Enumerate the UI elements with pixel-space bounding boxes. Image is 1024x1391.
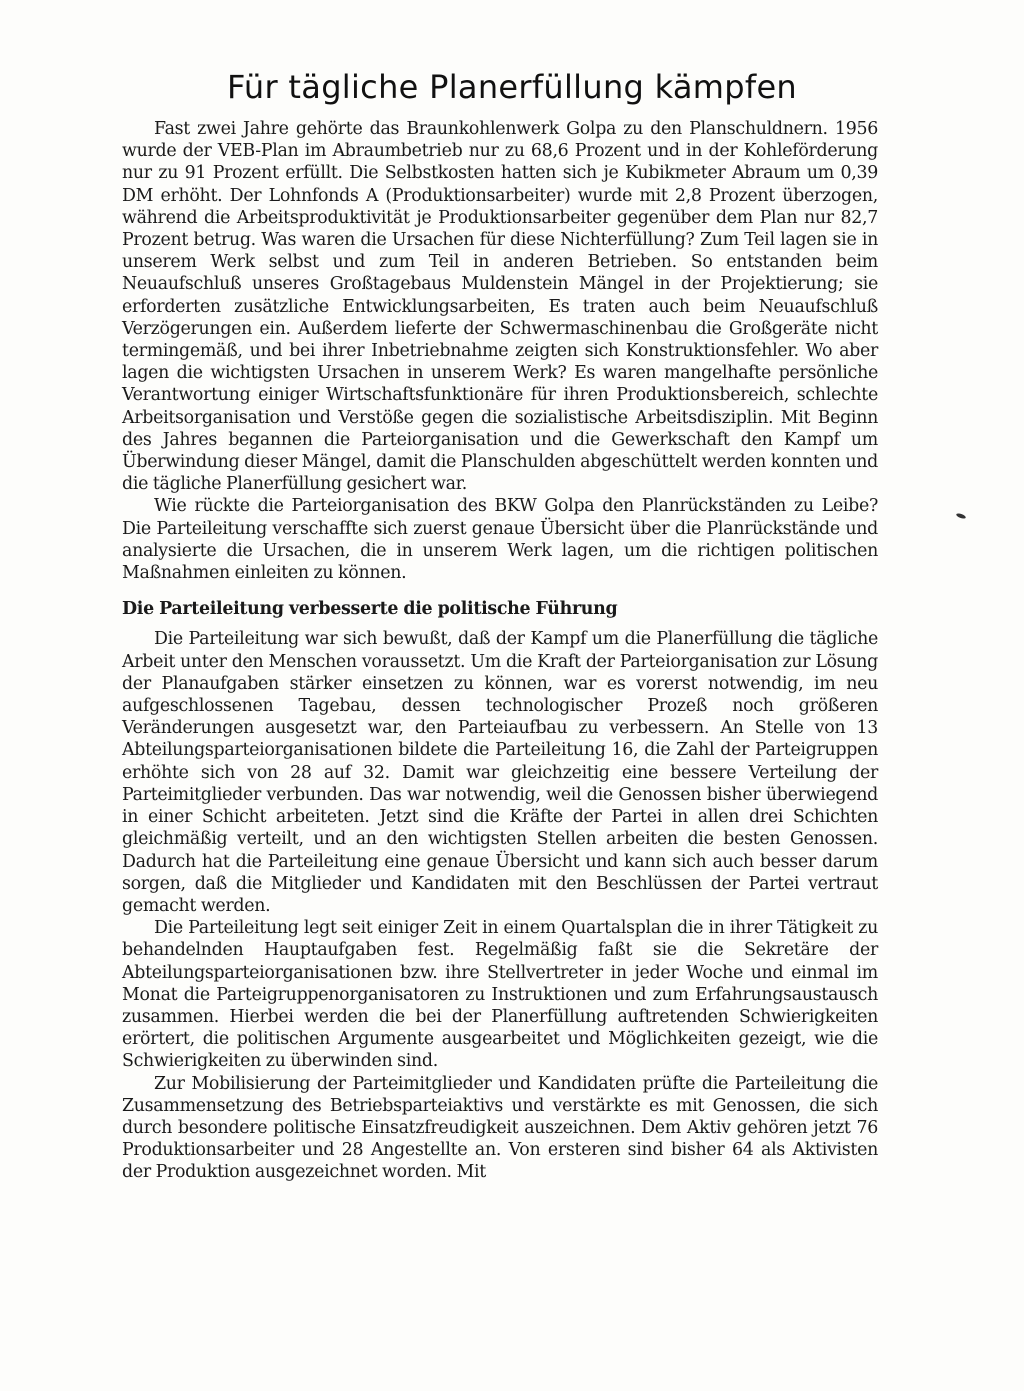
- paragraph: Die Parteileitung legt seit einiger Zeit in einem Quartalsplan die in ihrer Tätigkeit zu behandelnden Hauptaufgaben fest. Regelmäßig faßt sie die Sekretäre der Abteilungsparteiorganisationen bzw. ihre Stellvertreter in jeder Woche und einmal im Monat die Parteigruppenorganisatoren zu Instruktionen und zum Erfahrungsaustausch zusammen. Hierbei werden die bei der Planerfüllung auftretenden Schwierigkeiten erörtert, die politischen Argumente ausgearbeitet und Möglichkeiten gezeigt, wie die Schwierigkeiten zu überwinden sind.: [122, 918, 878, 1072]
- section-heading: Die Parteileitung verbesserte die politische Führung: [122, 599, 618, 620]
- ink-speck: [956, 512, 967, 519]
- paragraph: Die Parteileitung war sich bewußt, daß der Kampf um die Planerfüllung die tägliche Arbeit unter den Menschen voraussetzt. Um die Kraft der Parteiorganisation zur Lösung der Planaufgaben stärker einsetzen zu können, war es vorerst notwendig, im neu aufgeschlossenen Tagebau, dessen technologischer Prozeß noch größeren Veränderungen ausgesetzt war, den Parteiaufbau zu verbessern. An Stelle von 13 Abteilungsparteiorganisationen bildete die Parteileitung 16, die Zahl der Parteigruppen erhöhte sich von 28 auf 32. Damit war gleichzeitig eine bessere Verteilung der Parteimitglieder verbunden. Das war notwendig, weil die Genossen bisher überwiegend in einer Schicht arbeiteten. Jetzt sind die Kräfte der Partei in allen drei Schichten gleichmäßig verteilt, und an den wichtigsten Stellen arbeiten die besten Genossen. Dadurch hat die Parteileitung eine genaue Übersicht und kann sich auch besser darum sorgen, daß die Mitglieder und Kandidaten mit den Beschlüssen der Partei vertraut gemacht werden.: [122, 629, 878, 916]
- paragraph: Fast zwei Jahre gehörte das Braunkohlenwerk Golpa zu den Planschuldnern. 1956 wurde der VEB-Plan im Abraumbetrieb nur zu 68,6 Prozent und in der Kohleförderung nur zu 91 Prozent erfüllt. Die Selbstkosten hatten sich je Kubikmeter Abraum um 0,39 DM erhöht. Der Lohnfonds A (Produktionsarbeiter) wurde mit 2,8 Prozent überzogen, während die Arbeitsproduktivität je Produktionsarbeiter gegenüber dem Plan nur 82,7 Prozent betrug. Was waren die Ursachen für diese Nichterfüllung? Zum Teil lagen sie in unserem Werk selbst und zum Teil in anderen Betrieben. So entstanden beim Neuaufschluß unseres Großtagebaus Muldenstein Mängel in der Projektierung; sie erforderten zusätzliche Entwicklungsarbeiten, Es traten auch beim Neuaufschluß Verzögerungen ein. Außerdem lieferte der Schwermaschinenbau die Großgeräte nicht termingemäß, und bei ihrer Inbetriebnahme zeigten sich Konstruktionsfehler. Wo aber lagen die wichtigsten Ursachen in unserem Werk? Es waren mangelhafte persönliche Verantwortung einiger Wirtschaftsfunktionäre für ihren Produktionsbereich, schlechte Arbeitsorganisation und Verstöße gegen die sozialistische Arbeitsdisziplin. Mit Beginn des Jahres begannen die Parteiorganisation und die Gewerkschaft den Kampf um Überwindung dieser Mängel, damit die Planschulden abgeschüttelt werden konnten und die tägliche Planerfüllung gesichert war.: [122, 119, 878, 495]
- article-body: [122, 118, 878, 1184]
- paragraph: Wie rückte die Parteiorganisation des BKW Golpa den Planrückständen zu Leibe? Die Parteileitung verschaffte sich zuerst genaue Übersicht über die Planrückstände und analysierte die Ursachen, die in unserem Werk lagen, um die richtigen politischen Maßnahmen einleiten zu können.: [122, 496, 878, 584]
- paragraph: Zur Mobilisierung der Parteimitglieder und Kandidaten prüfte die Parteileitung die Zusammensetzung des Betriebsparteiaktivs und verstärkte es mit Genossen, die sich durch besondere politische Einsatzfreudigkeit auszeichnen. Dem Aktiv gehören jetzt 76 Produktionsarbeiter und 28 Angestellte an. Von ersteren sind bisher 64 als Aktivisten der Produktion ausgezeichnet worden. Mit: [122, 1073, 878, 1183]
- page-title: Für tägliche Planerfüllung kämpfen: [226, 68, 798, 106]
